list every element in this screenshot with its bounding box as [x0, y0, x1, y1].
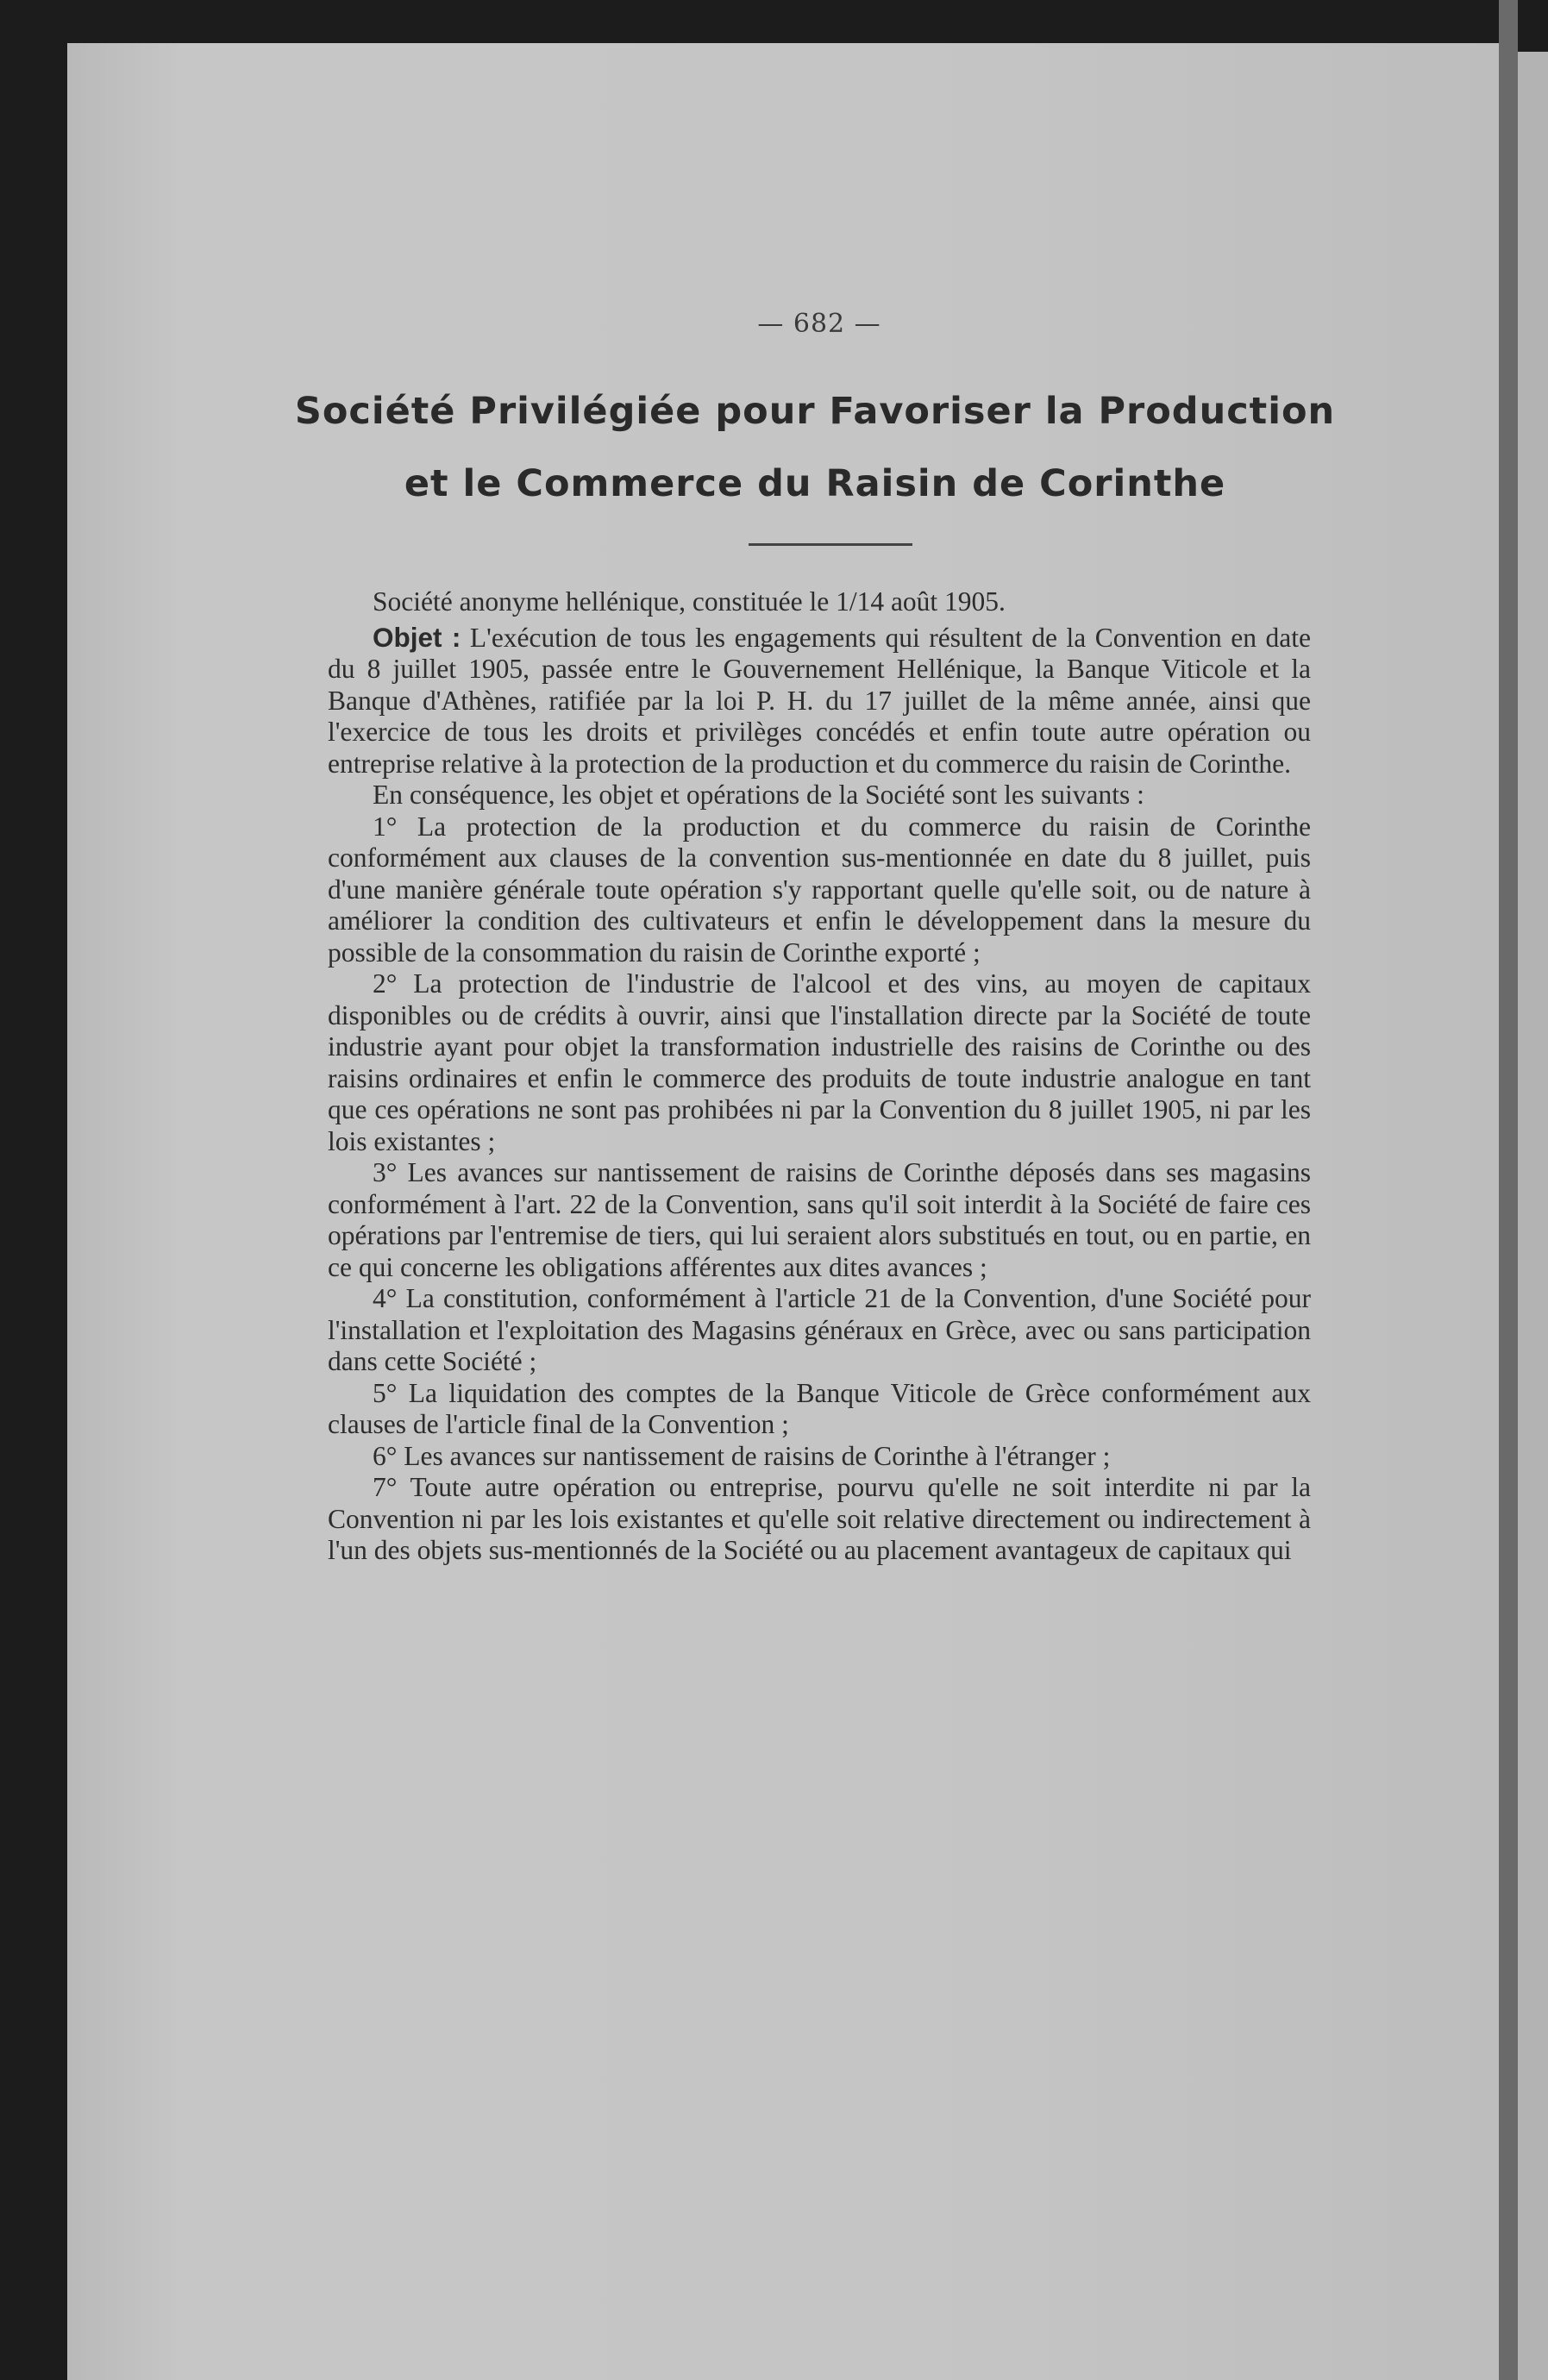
page-edge-shadow: [1499, 0, 1518, 2380]
list-item: 5° La liquidation des comptes de la Banque Viticole de Grèce conformément aux clauses de l'article final de la Convention ;: [328, 1377, 1311, 1439]
list-item: 4° La constitution, conformément à l'article 21 de la Convention, d'une Société pour l'installation et l'exploitation des Magasins généraux en Grèce, avec ou sans participation dans cette Société ;: [328, 1283, 1311, 1376]
page-number: — 682 —: [757, 309, 881, 339]
list-item: 1° La protection de la production et du commerce du raisin de Corinthe conformément aux clauses de la convention sus-mentionnée en date du 8 juillet, puis d'une manière générale toute opération s'y rapportant quelle qu'elle soit, ou de nature à améliorer la condition des cultivateurs et enfin le développement dans la mesure du possible de la consommation du raisin de Corinthe exporté ;: [328, 811, 1311, 968]
title-divider: [749, 543, 912, 546]
intro-paragraph: Société anonyme hellénique, constituée le 1/14 août 1905.: [373, 586, 1006, 617]
consequence-paragraph: En conséquence, les objet et opérations de la Société sont les suivants :: [373, 780, 1144, 810]
document-body: [328, 586, 1311, 1567]
document-title-line-1: Société Privilégiée pour Favoriser la Production: [294, 390, 1336, 433]
adjacent-page-edge: [1518, 52, 1548, 2380]
objet-paragraph: [328, 622, 1311, 780]
list-item: 3° Les avances sur nantissement de raisins de Corinthe déposés dans ses magasins conformément à l'art. 22 de la Convention, sans qu'il soit interdit à la Société de faire ces opérations par l'entremise de tiers, qui lui seraient alors substitués en tout, ou en partie, en ce qui concerne les obligations afférentes aux dites avances ;: [328, 1157, 1311, 1282]
objet-text: L'exécution de tous les engagements qui résultent de la Convention en date du 8 juillet 1905, passée entre le Gouvernement Hellénique, la Banque Viticole et la Banque d'Athènes, ratifiée par la loi P. H. du 17 juillet de la même année, ainsi que l'exercice de tous les droits et privilèges concédés et enfin toute autre opération ou entreprise relative à la protection de la production et du commerce du raisin de Corinthe.: [328, 622, 1311, 779]
list-item: 7° Toute autre opération ou entreprise, pourvu qu'elle ne soit interdite ni par la Convention ni par les lois existantes et qu'elle soit relative directement ou indirectement à l'un des objets sus-mentionnés de la Société ou au placement avantageux de capitaux qui: [328, 1472, 1311, 1565]
list-item: 6° Les avances sur nantissement de raisins de Corinthe à l'étranger ;: [373, 1440, 1111, 1471]
objet-label: Objet :: [373, 621, 461, 653]
document-title-line-2: et le Commerce du Raisin de Corinthe: [404, 462, 1226, 505]
list-item: 2° La protection de l'industrie de l'alcool et des vins, au moyen de capitaux disponibles ou de crédits à ouvrir, ainsi que l'installation directe par la Société de toute industrie ayant pour objet la transformation industrielle des raisins de Corinthe ou des raisins ordinaires et enfin le commerce des produits de toute industrie analogue en tant que ces opérations ne sont pas prohibées ni par la Convention du 8 juillet 1905, ni par les lois existantes ;: [328, 968, 1311, 1156]
